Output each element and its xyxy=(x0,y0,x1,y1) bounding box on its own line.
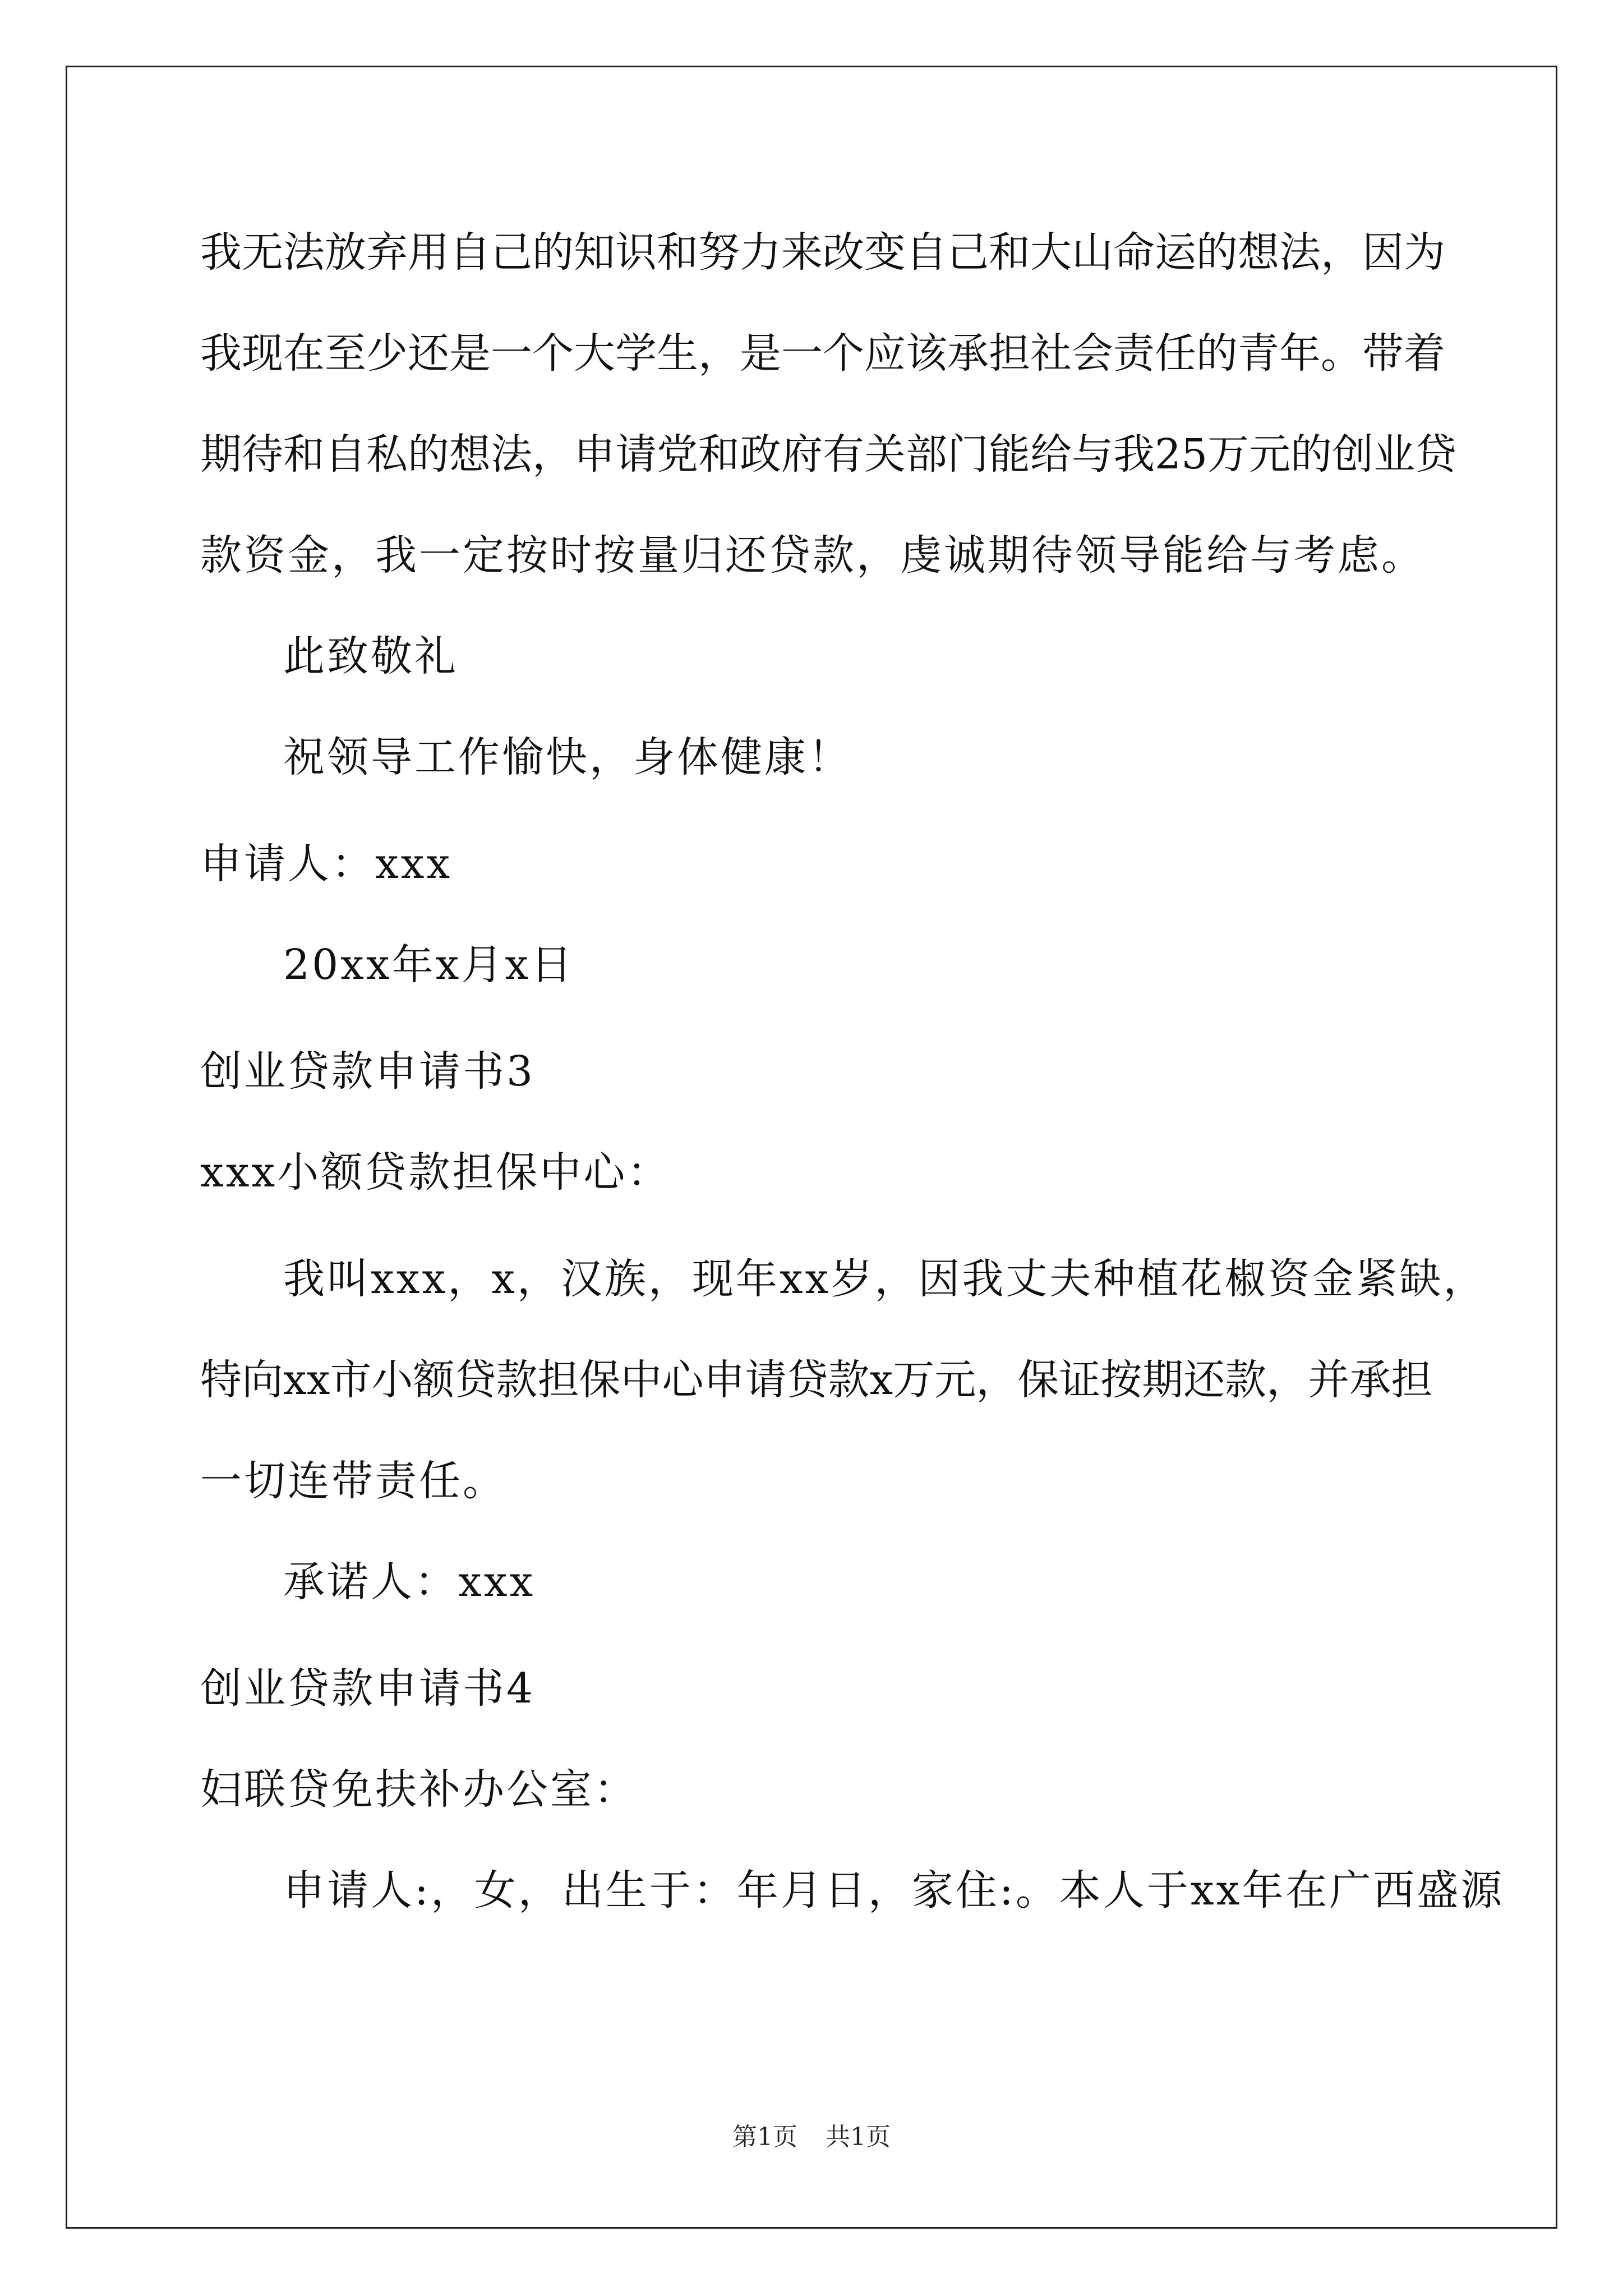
addressee-line: xxx小额贷款担保中心： xyxy=(200,1148,671,1197)
paragraph-line: 一切连带责任。 xyxy=(200,1457,506,1505)
section-heading: 创业贷款申请书4 xyxy=(200,1664,536,1713)
paragraph-line: 我现在至少还是一个大学生，是一个应该承担社会责任的青年。带着 xyxy=(200,329,1445,378)
paragraph-line: 款资金，我一定按时按量归还贷款，虔诚期待领导能给与考虑。 xyxy=(200,531,1425,579)
paragraph-line: 我叫xxx，x，汉族，现年xx岁，因我丈夫种植花椒资金紧缺， xyxy=(283,1255,1487,1303)
paragraph-line: 特向xx市小额贷款担保中心申请贷款x万元，保证按期还款，并承担 xyxy=(200,1356,1433,1404)
section-heading: 创业贷款申请书3 xyxy=(200,1047,536,1096)
applicant-signature: 申请人：xxx xyxy=(200,840,453,888)
page-number: 第1页 xyxy=(732,2123,797,2151)
closing-wishes: 祝领导工作愉快，身体健康！ xyxy=(283,733,852,781)
page-footer xyxy=(0,2120,1623,2154)
date-line: 20xx年x月x日 xyxy=(283,941,575,989)
promisor-signature: 承诺人：xxx xyxy=(283,1558,536,1606)
addressee-line: 妇联贷免扶补办公室： xyxy=(200,1765,638,1814)
paragraph-line: 我无法放弃用自己的知识和努力来改变自己和大山命运的想法，因为 xyxy=(200,228,1445,277)
closing-salutation: 此致敬礼 xyxy=(283,632,458,680)
page-total: 共1页 xyxy=(826,2123,891,2151)
paragraph-line: 期待和自私的想法，申请党和政府有关部门能给与我25万元的创业贷 xyxy=(200,430,1457,478)
paragraph-line: 申请人:，女，出生于：年月日，家住:。本人于xx年在广西盛源 xyxy=(283,1866,1505,1915)
